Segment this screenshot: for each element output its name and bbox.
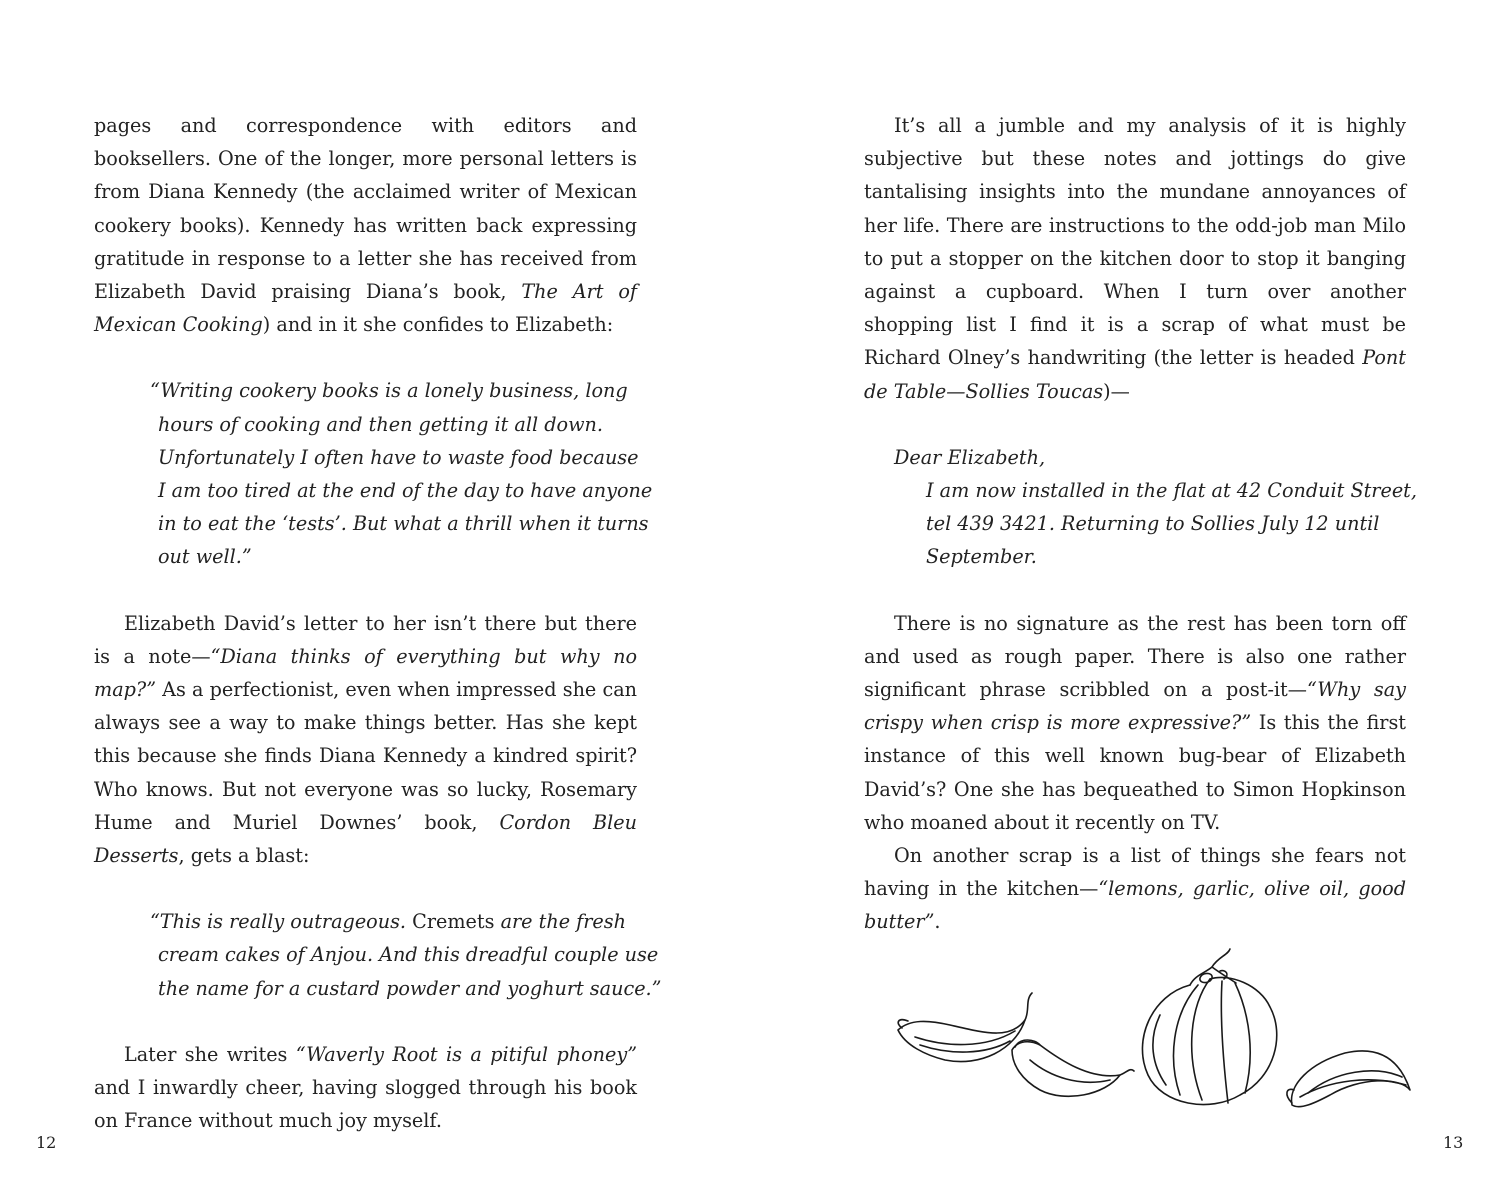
quoted-note: “Diana thinks of everything but why no map?”	[94, 644, 637, 702]
quote-line: “Writing cookery books is a lonely business, long	[150, 379, 628, 403]
kennedy-quote	[150, 374, 653, 573]
text-run: As a perfectionist, even when impressed she can always see a way to make things better. Has she kept this because she finds Diana Kennedy a kindred spirit? Who knows. But not everyone was so lucky, Rosemary Hume and Muriel Downes’ book,	[94, 678, 637, 834]
cremets-quote	[150, 905, 662, 1005]
quoted-list: “lemons, garlic, olive oil, good butter”	[864, 877, 1406, 934]
text-run: and I inwardly cheer, having slogged through his book on France without much joy myself.	[94, 1076, 637, 1133]
quote-line: out well.”	[158, 545, 252, 569]
quote-run: Cremets	[412, 910, 495, 934]
right-page	[750, 0, 1500, 1188]
quoted-note: “Waverly Root is a pitiful phoney”	[295, 1042, 638, 1066]
right-text-column	[864, 109, 1417, 939]
quoted-note: “Why say crispy when crisp is more expressive?”	[864, 678, 1406, 735]
letter-line: tel 439 3421. Returning to Sollies July 12 until	[926, 512, 1380, 536]
paragraph-1	[864, 109, 1406, 408]
text-run: , gets a blast:	[178, 844, 310, 868]
page-number-left: 12	[36, 1133, 57, 1152]
quote-line: Unfortunately I often have to waste food because	[158, 445, 639, 469]
text-run: ) and in it she confides to Elizabeth:	[262, 313, 614, 337]
text-run: )—	[1103, 379, 1130, 403]
text-run: Later she writes	[124, 1042, 296, 1066]
text-run: On another scrap is a list of things she fears not having in the kitchen—	[864, 844, 1406, 901]
quote-run: “This is really outrageous.	[150, 910, 413, 934]
text-run: It’s all a jumble and my analysis of it is highly subjective but these notes and jottings do give tantalising insights into the mundane annoyances of her life. There are instructions to the odd-job man Milo to put a stopper on the kitchen door to stop it banging against a cupboard. When I turn over another shopping list I find it is a scrap of what must be Richard Olney’s handwriting (the letter is headed	[864, 114, 1406, 370]
quote-run: are the fresh	[494, 910, 626, 934]
letter-line: I am now installed in the flat at 42 Conduit Street,	[926, 479, 1417, 503]
text-run: pages and correspondence with editors and booksellers. One of the longer, more personal letters is from Diana Kennedy (the acclaimed writer of Mexican cookery books). Kennedy has written back expressing gratitude in response to a letter she has received from Elizabeth David praising Diana’s book,	[94, 114, 637, 304]
text-run: .	[934, 910, 941, 934]
garlic-bulb-icon	[1142, 949, 1276, 1105]
letter-salutation: Dear Elizabeth,	[894, 445, 1046, 469]
letter-heading: Pont de Table—Sollies Toucas	[864, 346, 1406, 403]
book-title: Cordon Bleu Desserts	[94, 810, 637, 868]
page-number-right: 13	[1443, 1133, 1464, 1152]
quote-line: hours of cooking and then getting it all down.	[158, 412, 603, 436]
garlic-illustration	[890, 945, 1415, 1115]
quote-line: I am too tired at the end of the day to have anyone	[158, 479, 653, 503]
paragraph-3	[864, 839, 1406, 939]
olney-letter	[894, 441, 1417, 574]
paragraph-2	[94, 607, 637, 873]
garlic-clove-icon	[1287, 1051, 1410, 1107]
text-run: Is this the first instance of this well known bug-bear of Elizabeth David’s? One she has bequeathed to Simon Hopkinson who moaned about it recently on TV.	[864, 711, 1406, 834]
paragraph-3	[94, 1038, 637, 1138]
paragraph-2	[864, 607, 1406, 839]
quote-line	[150, 905, 637, 938]
left-text-column	[94, 109, 662, 1137]
text-run: Elizabeth David’s letter to her isn’t there but there is a note—	[94, 611, 637, 668]
letter-line: September.	[926, 545, 1037, 569]
text-run: There is no signature as the rest has been torn off and used as rough paper. There is also one rather significant phrase scribbled on a post-it—	[864, 611, 1406, 702]
quote-line: cream cakes of Anjou. And this dreadful couple use	[158, 943, 659, 967]
garlic-clove-icon	[1012, 1040, 1134, 1096]
quote-line: the name for a custard powder and yoghurt sauce.”	[158, 976, 662, 1000]
paragraph-1	[94, 109, 637, 341]
quote-line: in to eat the ‘tests’. But what a thrill when it turns	[158, 512, 649, 536]
book-title: The Art of Mexican Cooking	[94, 280, 637, 337]
